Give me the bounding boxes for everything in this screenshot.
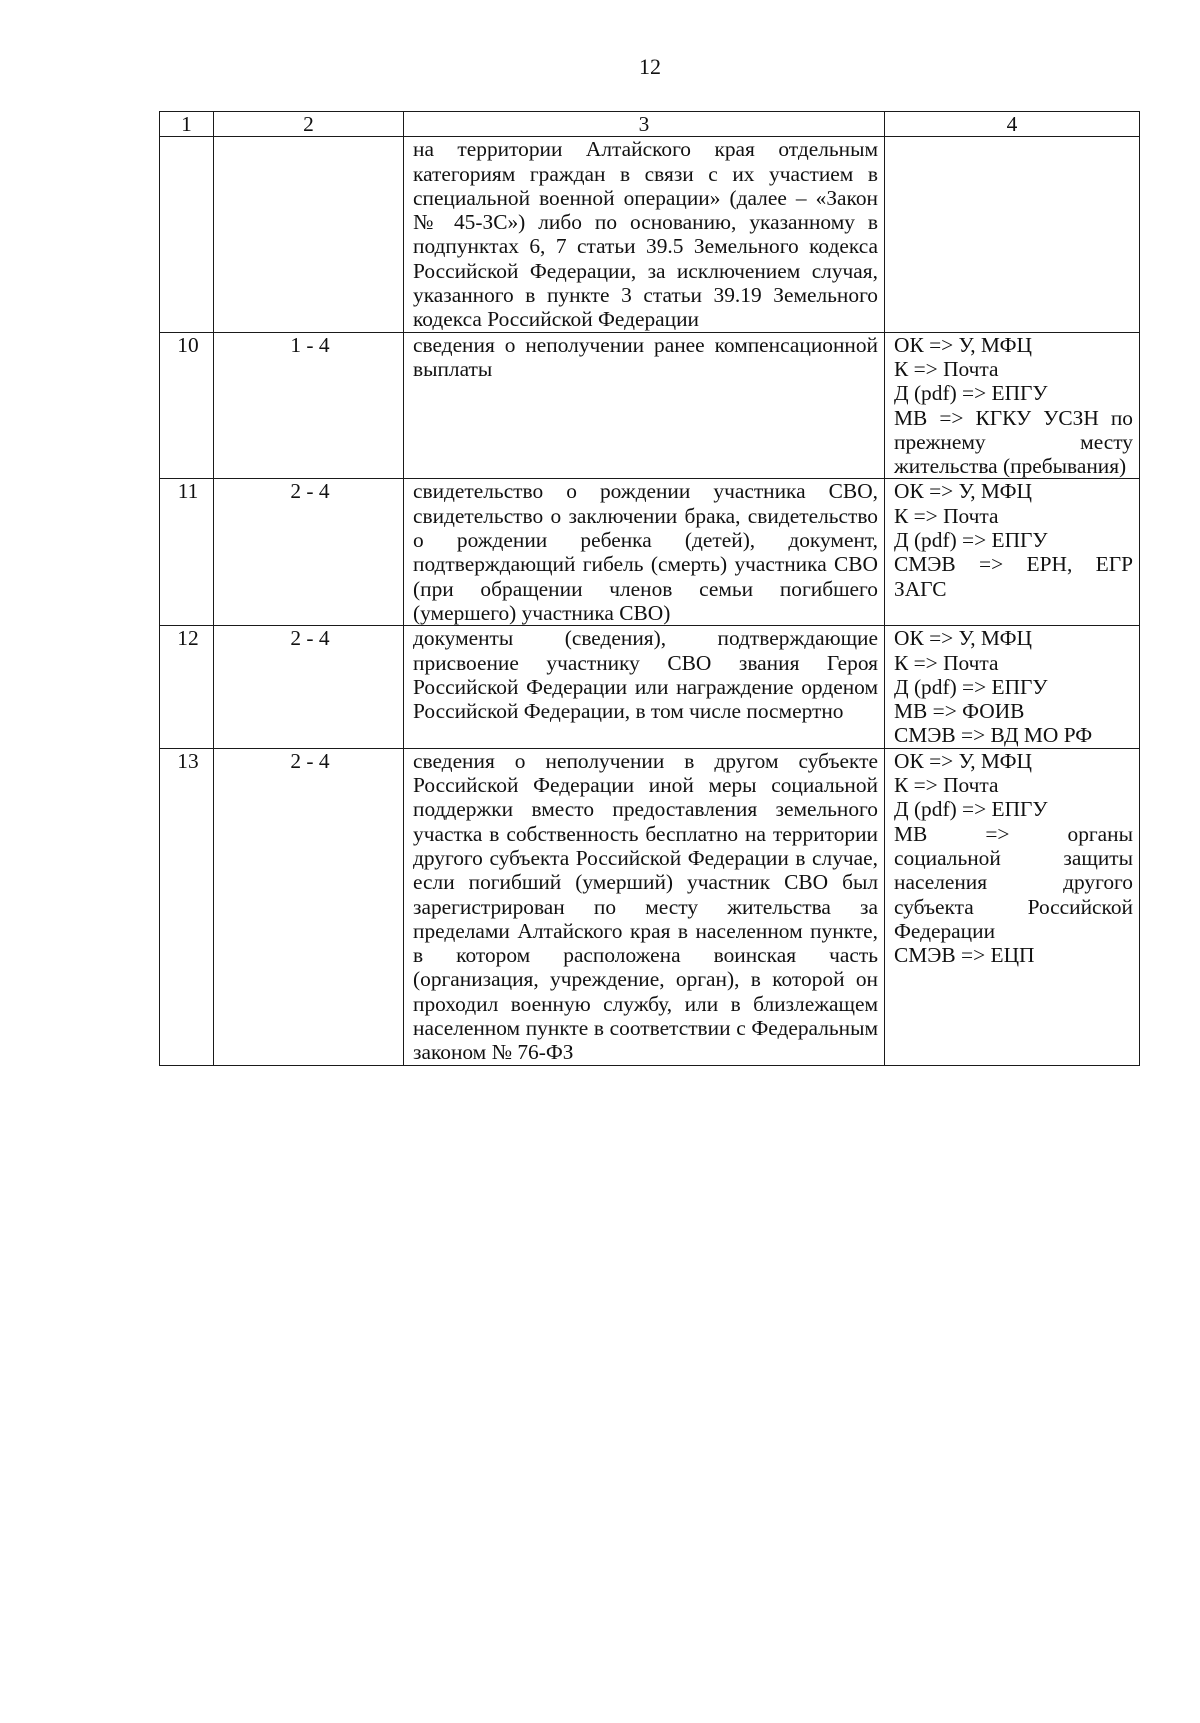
channel-line: Д (pdf) => ЕПГУ (894, 381, 1048, 406)
requirements-table (159, 111, 1140, 1066)
row-range (214, 137, 404, 332)
row-channels (885, 479, 1140, 626)
channel-line: ОК => У, МФЦ (894, 748, 1032, 773)
row-description (404, 748, 885, 1065)
channel-line: Д (pdf) => ЕПГУ (894, 674, 1048, 699)
channel-line: К => Почта (894, 356, 999, 381)
row-number: 11 (160, 479, 214, 626)
channel-line: ОК => У, МФЦ (894, 332, 1032, 357)
row-channels (885, 332, 1140, 479)
channel-line: К => Почта (894, 650, 999, 675)
row-description (404, 479, 885, 626)
column-header: 2 (214, 112, 404, 137)
page-number: 12 (639, 54, 661, 79)
table-header-row (160, 112, 1140, 137)
row-number: 10 (160, 332, 214, 479)
row-range: 2 - 4 (214, 626, 404, 748)
table-row (160, 137, 1140, 332)
channel-line: МВ => органы социальной защиты населения другого субъекта Российской Федерации (894, 821, 1133, 943)
row-description (404, 332, 885, 479)
row-range: 2 - 4 (214, 748, 404, 1065)
row-number: 12 (160, 626, 214, 748)
channel-line: ОК => У, МФЦ (894, 479, 1032, 504)
row-range: 2 - 4 (214, 479, 404, 626)
table-row (160, 479, 1140, 626)
table-body (160, 137, 1140, 1065)
channel-line: СМЭВ => ЕЦП (894, 943, 1035, 968)
description-text: сведения о неполучении ранее компенсационной выплаты (413, 332, 878, 381)
channel-line: К => Почта (894, 503, 999, 528)
description-text: свидетельство о рождении участника СВО, свидетельство о заключении брака, свидетельство о рождении ребенка (детей), документ, подтверждающий гибель (смерть) участника СВО (при обращении членов семьи погибшего (умершего) участника СВО) (413, 479, 878, 625)
channel-line: МВ => ФОИВ (894, 699, 1025, 724)
channel-line: Д (pdf) => ЕПГУ (894, 797, 1048, 822)
table-row (160, 332, 1140, 479)
row-channels (885, 748, 1140, 1065)
row-number (160, 137, 214, 332)
row-number: 13 (160, 748, 214, 1065)
description-text: на территории Алтайского края отдельным категориям граждан в связи с их участием в специальной военной операции» (далее – «Закон № 45-ЗС») либо по основанию, указанному в подпунктах 6, 7 статьи 39.5 Земельного кодекса Российской Федерации, за исключением случая, указанного в пункте 3 статьи 39.19 Земельного кодекса Российской Федерации (413, 137, 878, 332)
channel-line: СМЭВ => ВД МО РФ (894, 723, 1093, 748)
description-text: сведения о неполучении в другом субъекте Российской Федерации иной меры социальной поддержки вместо предоставления земельного участка в собственность бесплатно на территории другого субъекта Российской Федерации в случае, если погибший (умерший) участник СВО был зарегистрирован по месту жительства за пределами Алтайского края в населенном пункте, в котором расположена воинская часть (организация, учреждение, орган), в которой он проходил военную службу, или в близлежащем населенном пункте в соответствии с Федеральным законом № 76-ФЗ (413, 748, 878, 1065)
channel-line: ОК => У, МФЦ (894, 626, 1032, 651)
column-header: 1 (160, 112, 214, 137)
channel-line: К => Почта (894, 773, 999, 798)
row-channels (885, 137, 1140, 332)
channel-line: Д (pdf) => ЕПГУ (894, 528, 1048, 553)
row-range: 1 - 4 (214, 332, 404, 479)
description-text: документы (сведения), подтверждающие присвоение участнику СВО звания Героя Российской Федерации или награждение орденом Российской Федерации, в том числе посмертно (413, 626, 878, 724)
column-header: 3 (404, 112, 885, 137)
channel-line: СМЭВ => ЕРН, ЕГР ЗАГС (894, 552, 1133, 601)
table-row (160, 748, 1140, 1065)
table-row (160, 626, 1140, 748)
row-description (404, 137, 885, 332)
column-header: 4 (885, 112, 1140, 137)
row-description (404, 626, 885, 748)
row-channels (885, 626, 1140, 748)
channel-line: МВ => КГКУ УСЗН по прежнему месту жительства (пребывания) (894, 405, 1133, 479)
